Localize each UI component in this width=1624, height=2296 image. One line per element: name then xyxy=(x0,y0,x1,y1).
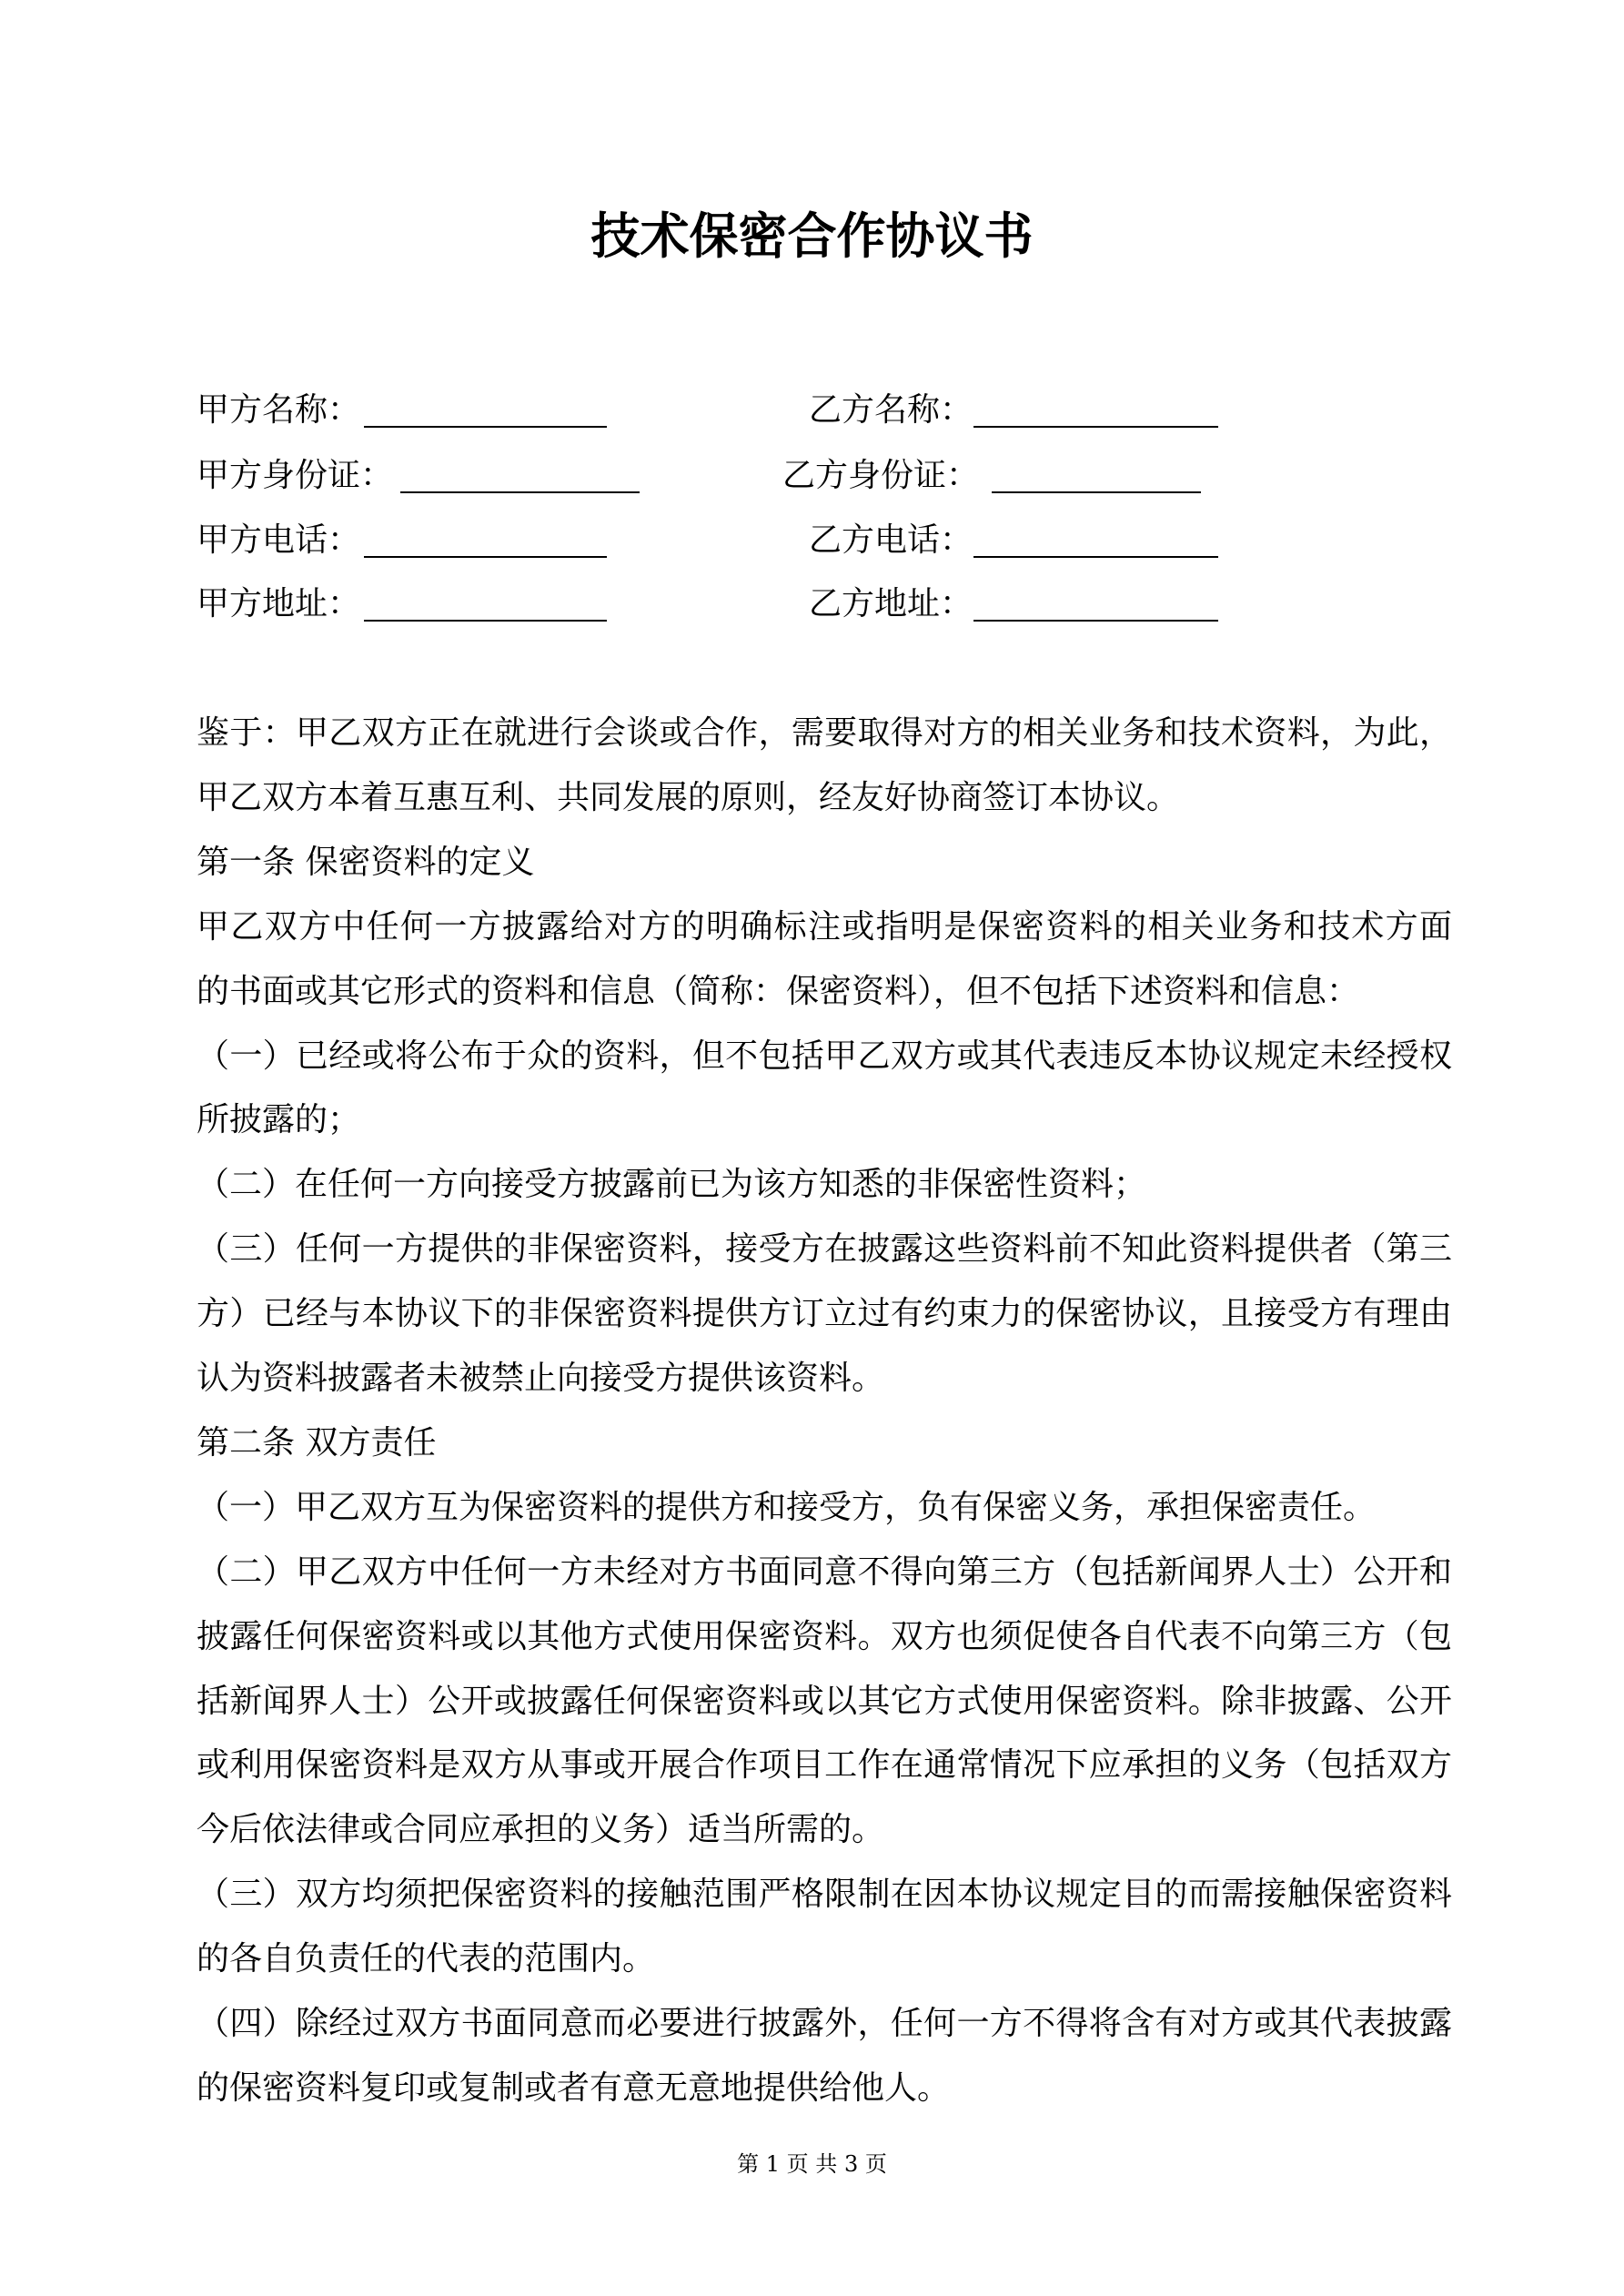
body-text-line: 的各自负责任的代表的范围内。 xyxy=(197,1940,656,1978)
body-text-line: （一）甲乙双方互为保密资料的提供方和接受方，负有保密义务，承担保密责任。 xyxy=(197,1488,1377,1526)
body-text-line: 的保密资料复印或复制或者有意无意地提供给他人。 xyxy=(197,2068,951,2107)
body-text-line: 今后依法律或合同应承担的义务）适当所需的。 xyxy=(197,1811,885,1849)
body-text-line: 所披露的； xyxy=(197,1101,361,1139)
body-text-line: （二）甲乙双方中任何一方未经对方书面同意不得向第三方（包括新闻界人士）公开和 xyxy=(197,1553,1452,1591)
document-title: 技术保密合作协议书 xyxy=(590,207,1034,265)
body-text-line: 括新闻界人士）公开或披露任何保密资料或以其它方式使用保密资料。除非披露、公开 xyxy=(197,1682,1452,1720)
party-b-id-field[interactable] xyxy=(992,491,1201,493)
party-b-name-label: 乙方名称： xyxy=(809,391,973,429)
body-text-line: （三）任何一方提供的非保密资料，接受方在披露这些资料前不知此资料提供者（第三 xyxy=(197,1230,1452,1269)
body-text-line: 披露任何保密资料或以其他方式使用保密资料。双方也须促使各自代表不向第三方（包 xyxy=(197,1617,1452,1655)
body-text-line: （一）已经或将公布于众的资料，但不包括甲乙双方或其代表违反本协议规定未经授权 xyxy=(197,1037,1452,1075)
party-b-id-label: 乙方身份证： xyxy=(782,457,980,494)
party-a-phone-field[interactable] xyxy=(364,556,607,558)
body-text-line: （二）在任何一方向接受方披露前已为该方知悉的非保密性资料； xyxy=(197,1166,1147,1204)
party-a-id-field[interactable] xyxy=(400,491,640,493)
body-text-line: 第一条 保密资料的定义 xyxy=(197,843,535,881)
page-number: 第 1 页 共 3 页 xyxy=(737,2151,887,2177)
party-a-id-label: 甲方身份证： xyxy=(197,457,394,494)
party-a-address-field[interactable] xyxy=(364,620,607,622)
party-b-address-field[interactable] xyxy=(973,620,1218,622)
body-text-line: 的书面或其它形式的资料和信息（简称：保密资料），但不包括下述资料和信息： xyxy=(197,972,1360,1010)
party-b-name-field[interactable] xyxy=(973,426,1218,428)
body-text-line: 甲乙双方中任何一方披露给对方的明确标注或指明是保密资料的相关业务和技术方面 xyxy=(197,907,1452,946)
body-text-line: （四）除经过双方书面同意而必要进行披露外，任何一方不得将含有对方或其代表披露 xyxy=(197,2005,1452,2042)
party-a-name-label: 甲方名称： xyxy=(197,391,361,429)
body-text-line: 方）已经与本协议下的非保密资料提供方订立过有约束力的保密协议，且接受方有理由 xyxy=(197,1295,1452,1333)
body-text-line: （三）双方均须把保密资料的接触范围严格限制在因本协议规定目的而需接触保密资料 xyxy=(197,1876,1452,1914)
body-text-line: 第二条 双方责任 xyxy=(197,1423,437,1462)
party-a-phone-label: 甲方电话： xyxy=(197,521,361,559)
body-text-line: 鉴于：甲乙双方正在就进行会谈或合作，需要取得对方的相关业务和技术资料，为此， xyxy=(197,714,1452,752)
party-b-address-label: 乙方地址： xyxy=(809,585,973,622)
party-a-address-label: 甲方地址： xyxy=(197,585,361,622)
party-b-phone-label: 乙方电话： xyxy=(809,521,973,559)
body-text-line: 认为资料披露者未被禁止向接受方提供该资料。 xyxy=(197,1360,885,1397)
party-b-phone-field[interactable] xyxy=(973,556,1218,558)
body-text-line: 或利用保密资料是双方从事或开展合作项目工作在通常情况下应承担的义务（包括双方 xyxy=(197,1746,1452,1785)
party-a-name-field[interactable] xyxy=(364,426,607,428)
body-text-line: 甲乙双方本着互惠互利、共同发展的原则，经友好协商签订本协议。 xyxy=(197,778,1180,816)
